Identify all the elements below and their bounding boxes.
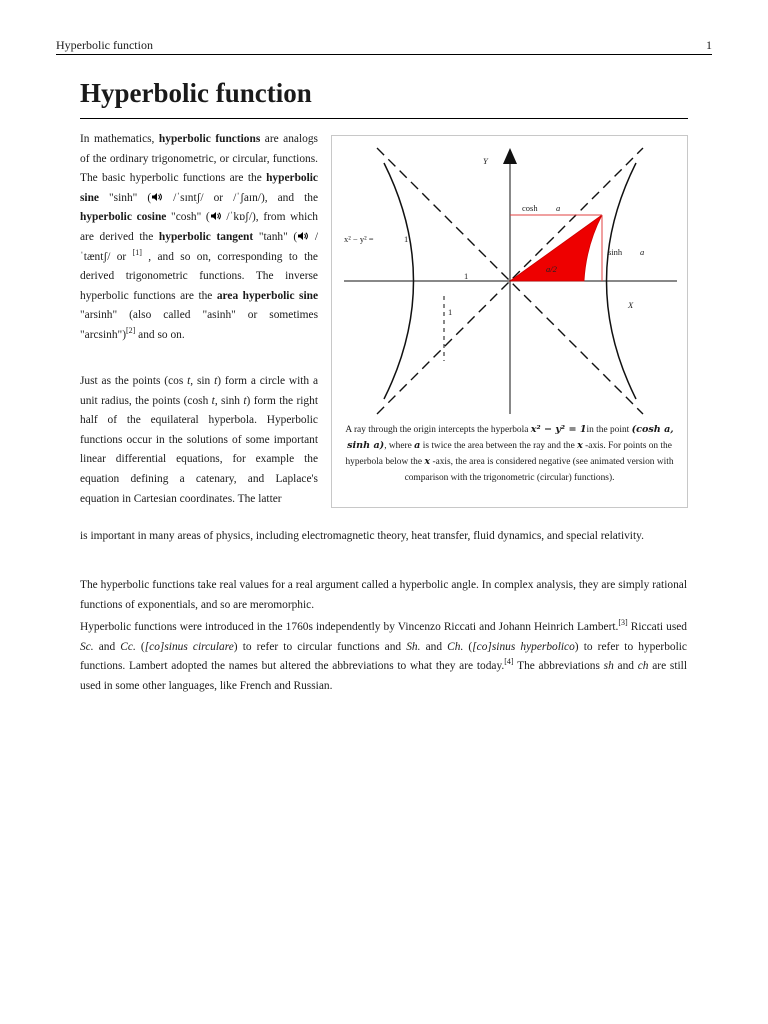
intro-paragraph: In mathematics, hyperbolic functions are analogs of the ordinary trigonometric, or circular, functions. The basic hyperbolic functions are the hyperbolic sine "sinh" ( /ˈsɪntʃ/ or /ˈʃaɪn/), and the hyperbolic cosine "cosh" ( /ˈkɒʃ/), from which are derived the hyperbolic tangent "tanh" ( /ˈtæntʃ/ or [1] , and so on, corresponding to the derived trigonometric functions. The inverse hyperbolic functions are the area hyperbolic sine "arsinh" (also called "asinh" or sometimes "arcsinh")[2] and so on. — [80, 133, 319, 341]
speaker-icon[interactable] — [297, 229, 309, 239]
running-title: Hyperbolic function — [56, 38, 153, 52]
cosh-label: cosh — [522, 203, 538, 213]
points-paragraph: Just as the points (cos t, sin t) form a circle with a unit radius, the points (cosh t, sinh t) form the right half of the equilateral hyperbola. Hyperbolic functions occur in the solutions of some important linear differential equations, for example the equation defining a catenary, and Laplace's equation in Cartesian coordinates. The latter — [80, 375, 318, 505]
unit-x-label: 1 — [464, 271, 469, 281]
real-values-paragraph: The hyperbolic functions take real values for a real argument called a hyperbolic angle. In complex analysis, they are simply rational functions of exponentials, and so are meromorphic. — [80, 579, 687, 611]
header-rule — [56, 54, 712, 55]
citation-3[interactable]: [3] — [618, 618, 628, 628]
citation-1[interactable]: [1] — [132, 247, 142, 257]
equation-label: x² − y² = — [344, 234, 374, 244]
area-label: a/2 — [546, 264, 557, 274]
term-hyperbolic-tangent: hyperbolic tangent — [158, 230, 254, 243]
sinh-label: sinh — [608, 247, 623, 257]
title-rule — [80, 118, 688, 119]
speaker-icon[interactable] — [151, 190, 163, 200]
citation-2[interactable]: [2] — [126, 326, 136, 336]
x-axis-label: X — [628, 300, 634, 310]
term-area-hyperbolic-sine: area hyperbolic sine — [216, 289, 318, 302]
page-title: Hyperbolic function — [80, 78, 312, 108]
y-axis-label: Y — [483, 156, 488, 166]
hyperbola-diagram — [332, 136, 687, 421]
speaker-icon[interactable] — [210, 209, 222, 219]
citation-4[interactable]: [4] — [504, 657, 514, 667]
running-header — [56, 38, 712, 52]
minus-one-label: 1 — [448, 307, 453, 317]
term-hyperbolic-sine: hyperbolic sine — [80, 172, 318, 204]
equation-rhs-label: 1 — [404, 234, 409, 244]
history-paragraph: Hyperbolic functions were introduced in the 1760s independently by Vincenzo Riccati and Johann Heinrich Lambert.[3] Riccati used Sc. and Cc. ([co]sinus circulare) to refer to circular functions and Sh. and Ch. ([co]sinus hyperbolico) to refer to hyperbolic functions. Lambert adopted the names but altered the abbreviations to what they are today.[4] The abbreviations sh and ch are still used in some other languages, like French and Russian. — [80, 618, 687, 692]
hyperbola-figure — [331, 135, 688, 508]
term-hyperbolic-cosine: hyperbolic cosine — [80, 211, 167, 224]
y-axis-arrow — [503, 148, 517, 164]
page-number: 1 — [706, 38, 712, 52]
term-hyperbolic-functions: hyperbolic functions — [158, 133, 261, 145]
points-paragraph-continued: is important in many areas of physics, including electromagnetic theory, heat transfer, fluid dynamics, and special relativity. — [80, 530, 644, 542]
sinh-arg-label: a — [640, 247, 645, 257]
cosh-arg-label: a — [556, 203, 561, 213]
figure-caption: A ray through the origin intercepts the hyperbola x² − y² = 1in the point (cosh a, sinh a), where a is twice the area between the ray and the x -axis. For points on the hyperbola below the x -axis, the area is considered negative (see animated version with comparison with the trigonometric (circular) functions). — [345, 424, 674, 483]
